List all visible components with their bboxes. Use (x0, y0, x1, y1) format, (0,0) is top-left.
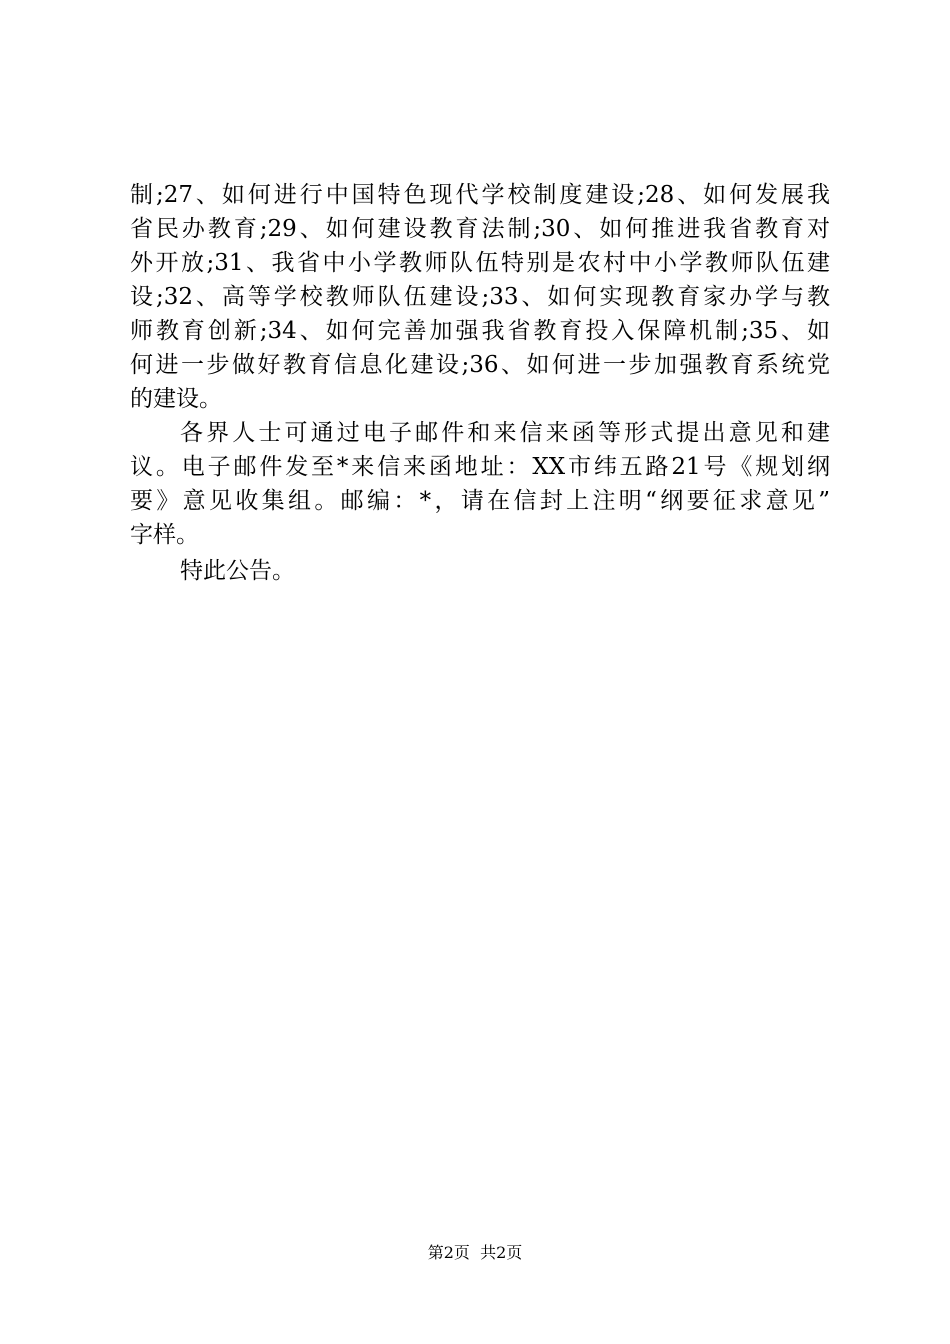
paragraph-1-line-2: 省民办教育;29、如何建设教育法制;30、如何推进我省教育对 (130, 216, 830, 242)
paragraph-2-line-2: 议。电子邮件发至*来信来函地址：XX市纬五路21号《规划纲 (130, 454, 830, 480)
paragraph-2-line-4: 字样。 (130, 522, 199, 548)
paragraph-1-line-6: 何进一步做好教育信息化建设;36、如何进一步加强教育系统党 (130, 352, 830, 378)
paragraph-2-line-1: 各界人士可通过电子邮件和来信来函等形式提出意见和建 (180, 420, 830, 446)
paragraph-2-line-3: 要》意见收集组。邮编：*，请在信封上注明“纲要征求意见” (130, 488, 830, 514)
closing-line: 特此公告。 (180, 558, 295, 584)
paragraph-1-line-1: 制;27、如何进行中国特色现代学校制度建设;28、如何发展我 (130, 182, 830, 208)
paragraph-1-line-5: 师教育创新;34、如何完善加强我省教育投入保障机制;35、如 (130, 318, 830, 344)
page-footer: 第2页 共2页 (427, 1243, 523, 1262)
paragraph-1-line-4: 设;32、高等学校教师队伍建设;33、如何实现教育家办学与教 (130, 284, 830, 310)
paragraph-1-line-3: 外开放;31、我省中小学教师队伍特别是农村中小学教师队伍建 (130, 250, 830, 276)
paragraph-1-line-7: 的建设。 (130, 386, 222, 412)
